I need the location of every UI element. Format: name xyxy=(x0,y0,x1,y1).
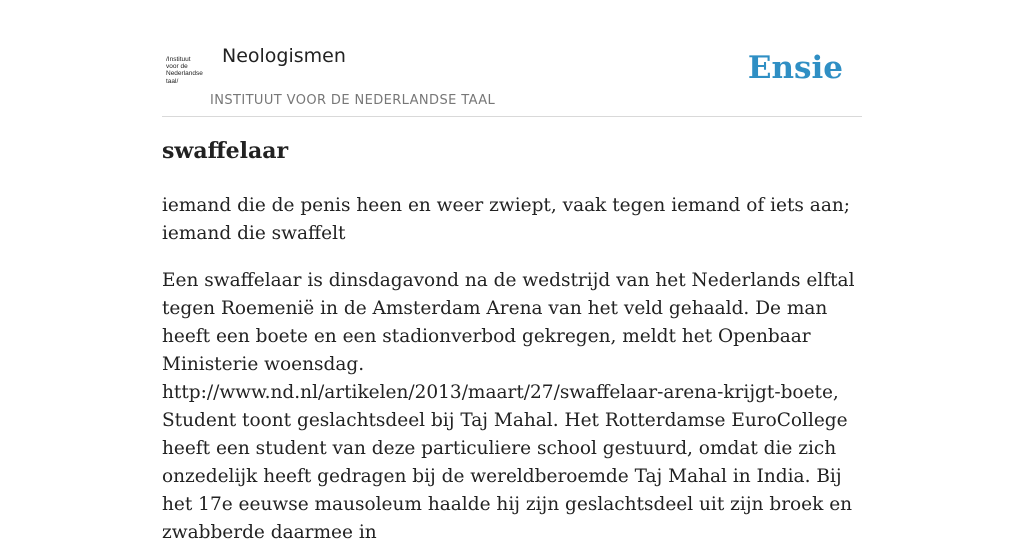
page xyxy=(162,0,862,543)
site-header xyxy=(162,0,862,117)
entry-example: Een swaffelaar is dinsdagavond na de wedstrijd van het Nederlands elftal tegen Roemenië in de Amsterdam Arena van het veld gehaald. De man heeft een boete en een stadionverbod gekregen, meldt het Openbaar Ministerie woensdag. http://www.nd.nl/artikelen/2013/maart/27/swaffelaar-arena-krijgt-boete, xyxy=(162,270,855,403)
entry-definition: iemand die de penis heen en weer zwiept, vaak tegen iemand of iets aan; iemand die swaffelt xyxy=(162,195,851,244)
entry-word: swaffelaar xyxy=(162,138,289,164)
entry-example: Student toont geslachtsdeel bij Taj Mahal. Het Rotterdamse EuroCollege heeft een student van deze particuliere school gestuurd, omdat die zich onzedelijk heeft gedragen bij de wereldberoemde Taj Mahal in India. Bij het 17e eeuwse mausoleum haalde hij zijn geslachtsdeel uit zijn broek en zwabberde daarmee in xyxy=(162,410,853,543)
institute-logo[interactable]: /Instituut voor de Nederlandse taal/ xyxy=(166,56,203,85)
site-subtitle: INSTITUUT VOOR DE NEDERLANDSE TAAL xyxy=(210,93,496,108)
site-name[interactable]: Neologismen xyxy=(222,45,346,67)
ensie-logo[interactable]: Ensie xyxy=(747,50,843,86)
